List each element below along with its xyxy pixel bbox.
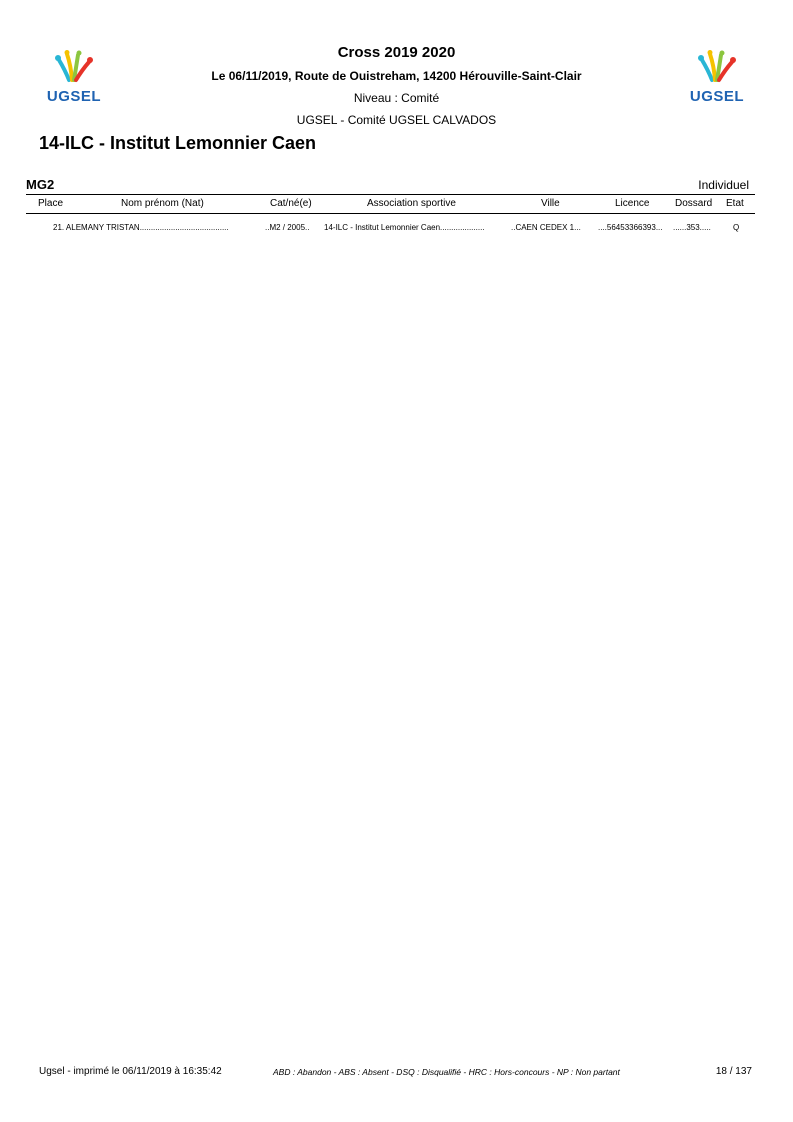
logo-text: UGSEL xyxy=(689,88,745,105)
event-level: Niveau : Comité xyxy=(353,91,440,105)
table-top-rule xyxy=(26,194,755,195)
logo-text: UGSEL xyxy=(46,88,102,105)
cell-cat: ..M2 / 2005.. xyxy=(265,223,310,232)
cell-ville: ..CAEN CEDEX 1... xyxy=(511,223,581,232)
col-header-licence: Licence xyxy=(615,198,650,209)
col-header-place: Place xyxy=(38,198,64,209)
col-header-association: Association sportive xyxy=(367,198,456,209)
event-venue: Le 06/11/2019, Route de Ouistreham, 14200 Hérouville-Saint-Clair xyxy=(211,69,582,83)
footer-printed: Ugsel - imprimé le 06/11/2019 à 16:35:42 xyxy=(39,1066,222,1077)
event-title: Cross 2019 2020 xyxy=(337,44,456,61)
cell-licence: ....56453366393... xyxy=(598,223,663,232)
col-header-etat: Etat xyxy=(726,198,744,209)
cell-place-name: 21. ALEMANY TRISTAN........................................ xyxy=(53,223,229,232)
category-label: MG2 xyxy=(26,177,55,192)
col-header-cat: Cat/né(e) xyxy=(270,198,312,209)
cell-etat: Q xyxy=(733,223,740,232)
cell-association: 14-ILC - Institut Lemonnier Caen.................... xyxy=(324,223,485,232)
col-header-ville: Ville xyxy=(541,198,560,209)
cell-dossard: ......353..... xyxy=(673,223,711,232)
club-title: 14-ILC - Institut Lemonnier Caen xyxy=(39,133,317,153)
footer-page-number: 18 / 137 xyxy=(715,1066,752,1077)
col-header-name: Nom prénom (Nat) xyxy=(121,198,204,209)
event-organizer: UGSEL - Comité UGSEL CALVADOS xyxy=(296,113,497,127)
mode-label: Individuel xyxy=(698,178,749,192)
table-header-rule xyxy=(26,213,755,214)
footer-legend: ABD : Abandon - ABS : Absent - DSQ : Disqualifié - HRC : Hors-concours - NP : Non partant xyxy=(273,1067,620,1077)
col-header-dossard: Dossard xyxy=(675,198,713,209)
